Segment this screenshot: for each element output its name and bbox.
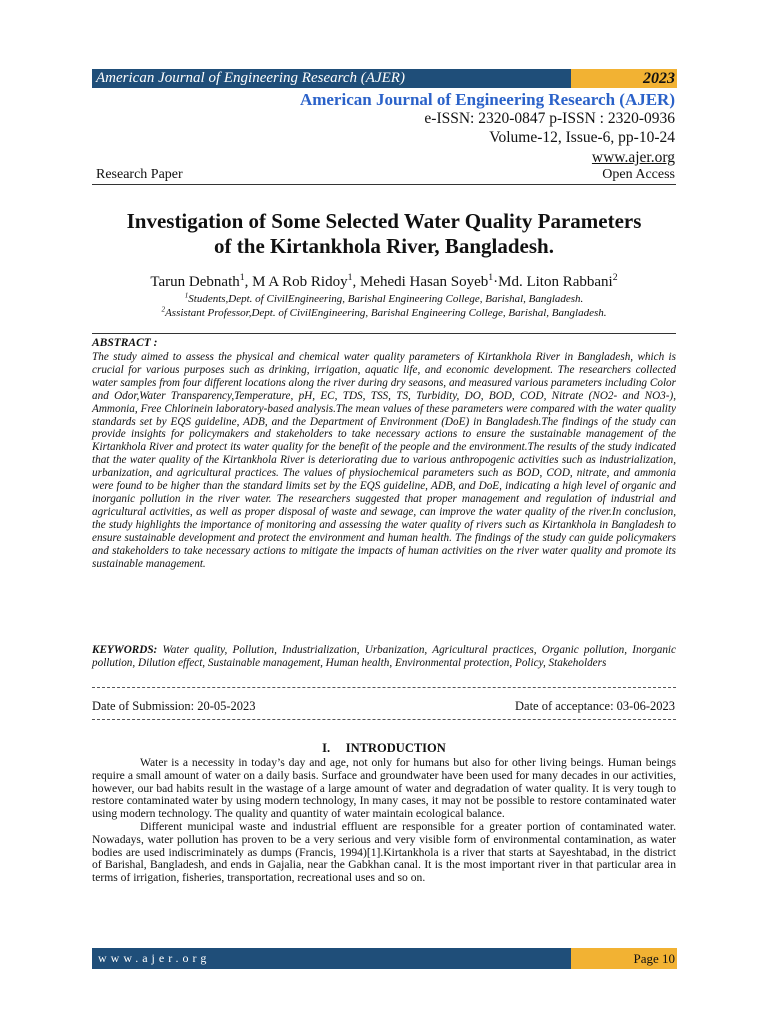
paper-title-line1: Investigation of Some Selected Water Quality Parameters (126, 209, 642, 233)
footer-url[interactable]: www.ajer.org (98, 951, 211, 965)
author-1-sup: 1 (239, 272, 245, 283)
keywords (92, 644, 676, 670)
affiliation-2 (80, 307, 688, 319)
journal-issn: e-ISSN: 2320-0847 p-ISSN : 2320-0936 (424, 110, 675, 127)
author-1: Tarun Debnath (150, 274, 240, 290)
header-journal-name: American Journal of Engineering Research (AJER) (96, 70, 405, 86)
access-type: Open Access (602, 167, 675, 182)
submission-date: Date of Submission: 20-05-2023 (92, 699, 256, 713)
affiliation-1-sup: 1 (184, 291, 189, 300)
author-2-sup: 1 (347, 272, 353, 283)
acceptance-date: Date of acceptance: 03-06-2023 (515, 699, 675, 713)
author-3-sup: 1 (488, 272, 494, 283)
header-year: 2023 (643, 70, 675, 87)
abstract-heading: ABSTRACT : (92, 337, 158, 349)
abstract-rule (92, 333, 676, 334)
divider-bottom (92, 719, 676, 720)
affiliation-1 (80, 293, 688, 305)
keywords-label: KEYWORDS: (92, 644, 158, 656)
section-heading-introduction: I. INTRODUCTION (322, 741, 446, 755)
affiliation-2-sup: 2 (161, 305, 166, 314)
page-number: Page 10 (633, 951, 675, 966)
journal-website[interactable]: www.ajer.org (591, 149, 675, 166)
author-4: Md. Liton Rabbani (498, 274, 613, 290)
journal-title: American Journal of Engineering Research (AJER) (299, 90, 675, 109)
keywords-text: Water quality, Pollution, Industrialization, Urbanization, Agricultural practices, Organic pollution, Inorganic pollution, Dilution effect, Sustainable management, Human health, Environmental protection, Policy, Stakeholders (92, 644, 676, 669)
author-4-sup: 2 (612, 272, 618, 283)
abstract-text: The study aimed to assess the physical and chemical water quality parameters of Kirtankhola River in Bangladesh, which is crucial for various purposes such as drinking, irrigation, aquatic life, and economic development. The researchers collected water samples from four different locations along the river during dry seasons, and measured various parameters including Color and Odor,Water Transparency,Temperature, pH, EC, TDS, TSS, TS, Turbidity, DO, BOD, COD, Nitrate (NO2- and NO3-), Ammonia, Free Chlorinein laboratory-based analysis.The mean values of these parameters were compared with the water quality standards set by EQS guideline, ADB, and the Department of Environment (DoE) in Bangladesh.The findings of the study can provide insights for policymakers and stakeholders to take necessary actions to ensure the sustainable management of the Kirtankhola River and protect its water quality for the benefit of the people and the environment.The results of the study indicated that the water quality of the Kirtankhola River is deteriorating due to various anthropogenic activities such as industrialization, urbanization, and agricultural practices. The values of physiochemical parameters such as BOD, COD, nitrate, and ammonia were found to be higher than the standard limits set by the EQS guideline, ADB, and DoE, indicating a high level of organic and inorganic pollution in the river water. The researchers suggested that proper management and regulation of industrial and agricultural activities, as well as proper disposal of waste and sewage, can improve the water quality of the river.In conclusion, the study highlights the importance of monitoring and assessing the water quality of rivers such as Kirtankhola in Bangladesh to ensure sustainable development and protect the environment and human health. The findings of the study can guide policymakers and stakeholders to take necessary actions to mitigate the impacts of human activities on the river water quality and promote its sustainable management. (92, 351, 676, 570)
author-2: M A Rob Ridoy (252, 274, 348, 290)
paper-type: Research Paper (96, 167, 183, 182)
paper-title (80, 209, 688, 259)
introduction-paragraph-2: Different municipal waste and industrial effluent are responsible for a greater portion of contaminated water. Nowadays, water pollution has proven to be a very serious and very visible form of environmental contamination, as water bodies are used indiscriminately as dumps (Francis, 1994)[1].Kirtankhola is a river that starts at Sayeshtabad, in the district of Barishal, Bangladesh, and ends in Gajalia, near the Gabkhan canal. It is the most important river in that particular area in terms of irrigation, fisheries, transportation, recreational uses and so on. (92, 819, 676, 885)
affiliation-1-text: Students,Dept. of CivilEngineering, Barishal Engineering College, Barishal, Bangladesh. (188, 293, 584, 305)
author-3: Mehedi Hasan Soyeb (359, 274, 489, 290)
introduction-paragraph-1: Water is a necessity in today’s day and age, not only for humans but also for other living beings. Human beings require a small amount of water on a daily basis. Surface and groundwater have been used for many decades in our activities, however, our bad habits result in the wastage of a large amount of water and degradation of water quality. It is very tough to restore contaminated water by using modern technology, In many cases, it may not be possible to restore contaminated water using modern technology. The quality and quantity of water maintain ecological balance. (92, 756, 676, 821)
journal-volume: Volume-12, Issue-6, pp-10-24 (489, 129, 675, 146)
affiliation-2-text: Assistant Professor,Dept. of CivilEngineering, Barishal Engineering College, Barishal, Bangladesh. (165, 307, 607, 319)
author-list: Tarun Debnath$^1$, M A Rob Ridoy$^1$, Mehedi Hasan Soyeb$^1$·Md. Liton Rabbani$^2$ (150, 272, 618, 290)
paper-title-line2: of the Kirtankhola River, Bangladesh. (214, 234, 554, 258)
introduction-body (92, 757, 676, 885)
divider-top (92, 687, 676, 688)
